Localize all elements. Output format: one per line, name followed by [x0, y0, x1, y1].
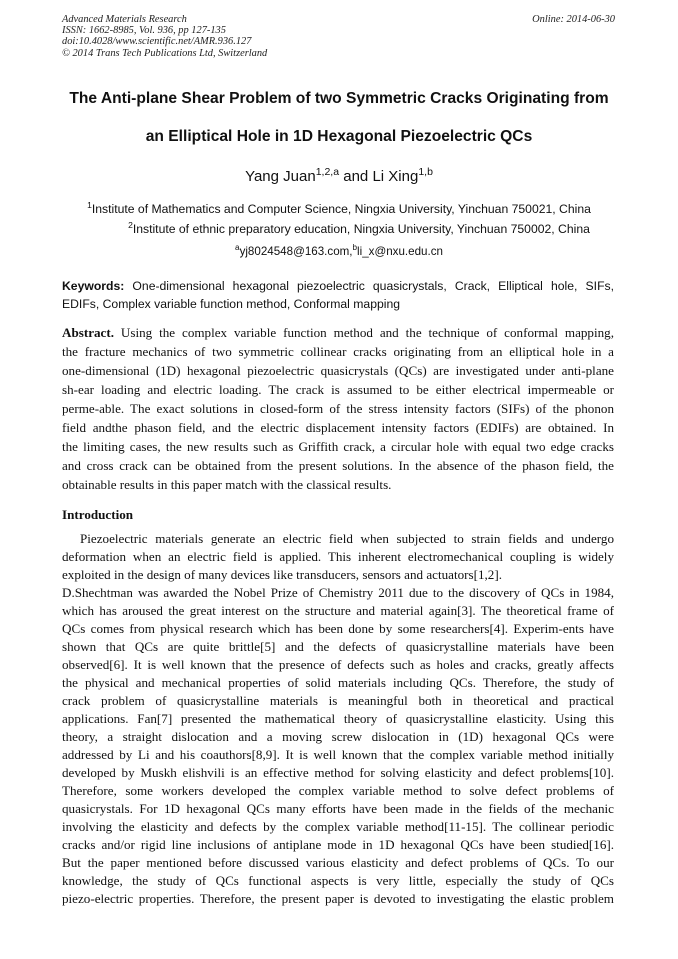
affiliation-1 — [0, 199, 678, 216]
email-b-sup: b — [352, 243, 358, 253]
intro-line: piezo-electric properties. Therefore, the present paper is devoted to investigating the elastic problem — [62, 891, 614, 906]
intro-line: But the paper mentioned before discussed various elasticity and defect problems of QCs. To our — [62, 855, 614, 870]
intro-line: addressed by Li and his coauthors[8,9]. It is well known that the complex variable method initially — [62, 747, 614, 762]
doi-line: doi:10.4028/www.scientific.net/AMR.936.127 — [62, 36, 252, 48]
author-emails — [0, 245, 678, 258]
journal-header — [62, 14, 267, 59]
intro-line: knowledge, the study of QCs functional aspects is very little, especially the study of QCs — [62, 873, 614, 888]
email-a[interactable]: yj8024548@163.com, — [239, 245, 353, 258]
affiliation-1-sup: 1 — [87, 199, 92, 210]
email-a-sup: a — [235, 243, 240, 253]
affiliation-2-sup: 2 — [128, 219, 133, 230]
intro-line: crack problem of quasicrystalline materials is meaningful both in theoretical and practical — [62, 693, 614, 708]
affiliation-2-text: Institute of ethnic preparatory education, Ningxia University, Yinchuan 750002, China — [132, 222, 590, 236]
abstract-line: the limiting cases, the new results such as Griffith crack, a circular hole with equal two edge cracks — [62, 439, 614, 454]
intro-line: QCs comes from physical research which has been done by some researchers[4]. Experim-ents have — [62, 621, 614, 636]
copyright-line: © 2014 Trans Tech Publications Ltd, Switzerland — [62, 47, 268, 59]
intro-line: the physical and mechanical properties of solid materials including QCs. Therefore, the study of — [62, 675, 614, 690]
affiliation-2 — [0, 219, 678, 236]
keywords-block — [62, 277, 614, 313]
intro-line: cracks and/or rigid line inclusions of antiplane mode in 1D hexagonal QCs have been studied[16]. — [62, 837, 614, 852]
abstract-line: sh-ear loading and electric loading. The crack is assumed to be either electrical impermeable or — [62, 382, 614, 397]
author-2-sup: 1,b — [418, 166, 433, 178]
intro-line: shown that QCs are quite brittle[5] and the defects of quasicrystalline materials have been — [62, 639, 614, 654]
intro-line: D.Shechtman was awarded the Nobel Prize of Chemistry 2011 due to the discovery of QCs in 1984, — [62, 585, 614, 600]
author-list — [0, 168, 678, 185]
intro-line: which has aroused the great interest on the structure and material again[3]. The theoretical frame of — [62, 603, 614, 618]
intro-line: Therefore, some workers developed the complex variable method to solve defect problems of — [62, 783, 614, 798]
author-1: Yang Juan — [245, 168, 316, 185]
paper-title-line-1: The Anti-plane Shear Problem of two Symmetric Cracks Originating from — [69, 90, 609, 107]
abstract-line: field andthe phason field, and the electric displacement intensity factors (EDIFs) are obtained. In — [62, 420, 614, 435]
author-2: Li Xing — [372, 168, 419, 185]
abstract-line: perme-able. The exact solutions in closed-form of the stress intensity factors (SIFs) of the phonon — [62, 401, 614, 416]
issn-line: ISSN: 1662-8985, Vol. 936, pp 127-135 — [62, 25, 226, 37]
abstract-first-text: Using the complex variable function method and the technique of conformal mapping, — [114, 325, 614, 340]
introduction-heading: Introduction — [62, 507, 134, 522]
online-date: Online: 2014-06-30 — [532, 14, 615, 25]
abstract-line: and cross crack can be obtained from the present solutions. In the absence of the phason field, the — [62, 458, 614, 473]
intro-line: deformation when an electric field is applied. This inherent electromechanical coupling is widely — [62, 549, 614, 564]
intro-line: applications. Fan[7] presented the mathematical theory of quasicrystalline elasticity. Using this — [62, 711, 614, 726]
abstract-label: Abstract. — [62, 325, 114, 340]
intro-line: involving the elasticity and defects by the complex variable method[11-15]. The collinear periodic — [62, 819, 614, 834]
intro-line: developed by Muskh elishvili is an effective method for solving elasticity and defect problems[10]. — [62, 765, 614, 780]
journal-name: Advanced Materials Research — [62, 14, 187, 25]
abstract-line: one-dimensional (1D) hexagonal piezoelectric quasicrystals (QCs) are investigated under anti-plane — [62, 363, 614, 378]
intro-line: theory, a straight dislocation and a moving screw dislocation in (1D) hexagonal QCs were — [62, 729, 614, 744]
paper-title-line-2: an Elliptical Hole in 1D Hexagonal Piezoelectric QCs — [145, 128, 533, 145]
abstract-line: obtainable results in this paper match with the classical results. — [62, 477, 392, 492]
intro-line: exploited in the design of many devices like transducers, sensors and actuators[1,2]. — [62, 567, 502, 582]
author-conjunction: and — [339, 168, 373, 185]
keywords-text: One-dimensional hexagonal piezoelectric quasicrystals, Crack, Elliptical hole, SIFs, EDIFs, Complex variable function method, Conformal mapping — [62, 279, 614, 311]
intro-line: Piezoelectric materials generate an electric field when subjected to strain fields and undergo — [80, 531, 614, 546]
email-b[interactable]: li_x@nxu.edu.cn — [357, 245, 443, 258]
keywords-label: Keywords: — [62, 279, 125, 293]
intro-line: observed[6]. It is well known that the presence of defects such as holes and cracks, greatly affects — [62, 657, 614, 672]
author-1-sup: 1,2,a — [315, 166, 340, 178]
affiliation-1-text: Institute of Mathematics and Computer Science, Ningxia University, Yinchuan 750021, China — [91, 202, 591, 216]
abstract-line — [62, 325, 614, 341]
abstract-line: the fracture mechanics of two symmetric collinear cracks originating from an elliptical hole in a — [62, 344, 614, 359]
intro-line: quasicrystals. For 1D hexagonal QCs many efforts have been made in the fields of the mechanic — [62, 801, 614, 816]
